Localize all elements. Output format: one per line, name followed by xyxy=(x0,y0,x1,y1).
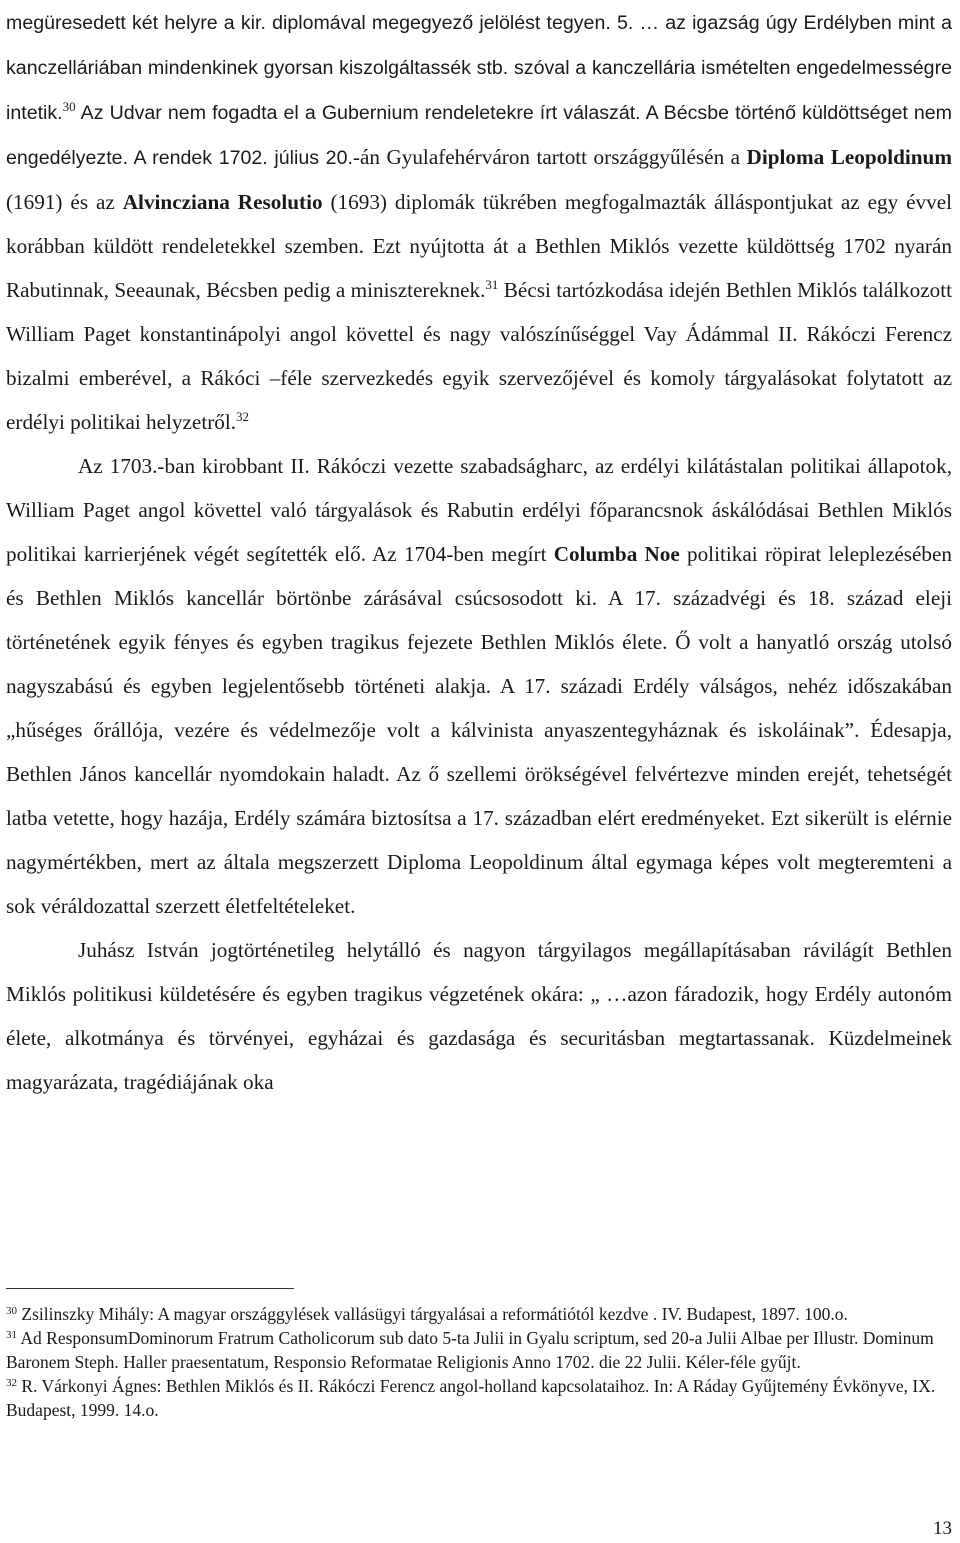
paragraph-1-sans-text: megüresedett két helyre a kir. diplomával megegyező jelölést tegyen. 5. … az igazság úgy Erdélyben mint a kanczelláriában mindenkinek gyorsan kiszolgáltassék stb. szóval a kanczellária ismételten engedelmességre intetik. xyxy=(6,12,952,124)
footnote-text: Ad ResponsumDominorum Fratrum Catholicorum sub dato 5-ta Julii in Gyalu scriptum, sed 20-a Julii Albae per Illustr. Dominum Baronem Steph. Haller praesentatum, Responsio Reformatae Religionis Anno 1702. die 22 Julii. Kéler-féle gyűjt. xyxy=(6,1328,934,1372)
footnote-text: R. Várkonyi Ágnes: Bethlen Miklós és II. Rákóczi Ferencz angol-holland kapcsolataihoz. In: A Ráday Gyűjtemény Évkönyve, IX. Budapest, 1999. 14.o. xyxy=(6,1376,936,1420)
footnote-ref-32: 32 xyxy=(236,409,250,424)
footnote-30 xyxy=(6,1302,952,1326)
paragraph-1 xyxy=(6,0,952,444)
paragraph-2-text-2: politikai röpirat leleplezésében és Bethlen Miklós kancellár börtönbe zárásával csúcsosodott ki. A 17. századvégi és 18. század eleji történetének egyik fényes és egyben tragikus fejezete Bethlen Miklós élete. Ő volt a hanyatló ország utolsó nagyszabású és egyben legjelentősebb történeti alakja. A 17. századi Erdély válságos, nehéz időszakában „hűséges őrállója, vezére és védelmezője volt a kálvinista anyaszentegyháznak és iskoláinak”. Édesapja, Bethlen János kancellár nyomdokain haladt. Az ő szellemi örökségével felvértezve minden erejét, tehetségét latba vetette, hogy hazája, Erdély számára biztosítsa a 17. században elért eredményeket. Ezt sikerült is elérnie nagymértékben, mert az általa megszerzett Diploma Leopoldinum által egymaga képes volt megteremteni a sok véráldozattal szerzett életfeltételeket. xyxy=(6,542,953,918)
term-diploma-leopoldinum: Diploma Leopoldinum xyxy=(746,145,952,169)
footnote-separator xyxy=(6,1288,294,1289)
paragraph-1-text-2: (1691) és az xyxy=(6,190,123,214)
footnote-number: 32 xyxy=(6,1377,17,1389)
paragraph-3 xyxy=(6,928,952,1104)
footnote-ref-30: 30 xyxy=(62,99,76,114)
body-text xyxy=(6,0,952,1104)
paragraph-3-text: Juhász István jogtörténetileg helytálló és nagyon tárgyilagos megállapításaban rávilágít Bethlen Miklós politikusi küldetésére és egyben tragikus végzetének okára: „ …azon fáradozik, hogy Erdély autonóm élete, alkotmánya és törvényei, egyházai és gazdasága és securitásban megtartassanak. Küzdelmeinek magyarázata, tragédiájának oka xyxy=(6,938,952,1094)
term-alvincziana-resolutio: Alvincziana Resolutio xyxy=(122,190,323,214)
paragraph-2-text: Az 1703.-ban kirobbant II. Rákóczi vezette szabadságharc, az erdélyi kilátástalan politikai állapotok, William Paget angol követtel való tárgyalások és Rabutin erdélyi főparancsnok áskálódásai Bethlen Miklós politikai karrierjének végét segítették elő. Az 1704-ben megírt xyxy=(6,454,952,566)
footnote-32 xyxy=(6,1374,952,1422)
footnotes xyxy=(6,1302,952,1422)
footnote-number: 30 xyxy=(6,1305,17,1317)
paragraph-1-text-4: Bécsi tartózkodása idején Bethlen Miklós találkozott William Paget konstantinápolyi angol követtel és nagy valószínűséggel Vay Ádámmal II. Rákóczi Ferencz bizalmi emberével, a Rákóci –féle szervezkedés egyik szervezőjével és komoly tárgyalásokat folytatott az erdélyi politikai helyzetről. xyxy=(6,278,952,434)
page-number: 13 xyxy=(933,1518,952,1539)
footnote-number: 31 xyxy=(6,1329,17,1341)
paragraph-1-sans-text-2: Az Udvar nem fogadta el a Gubernium rendeletekre írt válaszát. A Bécsbe történő küldöttséget nem engedélyezte. A rendek 1702. július 20. xyxy=(6,102,952,169)
paragraph-1-text-3: (1693) diplomák tükrében megfogalmazták álláspontjukat az egy évvel korábban küldött rendeletekkel szemben. Ezt nyújtotta át a Bethlen Miklós vezette küldöttség 1702 nyarán Rabutinnak, Seeaunak, Bécsben pedig a minisztereknek. xyxy=(6,190,952,302)
footnote-31 xyxy=(6,1326,952,1374)
paragraph-1-text: -án Gyulafehérváron tartott országgyűlésén a xyxy=(352,145,747,169)
footnote-ref-31: 31 xyxy=(485,277,499,292)
paragraph-2 xyxy=(6,444,952,928)
footnote-text: Zsilinszky Mihály: A magyar országgylések vallásügyi tárgyalásai a reformátiótól kezdve . IV. Budapest, 1897. 100.o. xyxy=(17,1304,848,1324)
term-columba-noe: Columba Noe xyxy=(553,542,680,566)
